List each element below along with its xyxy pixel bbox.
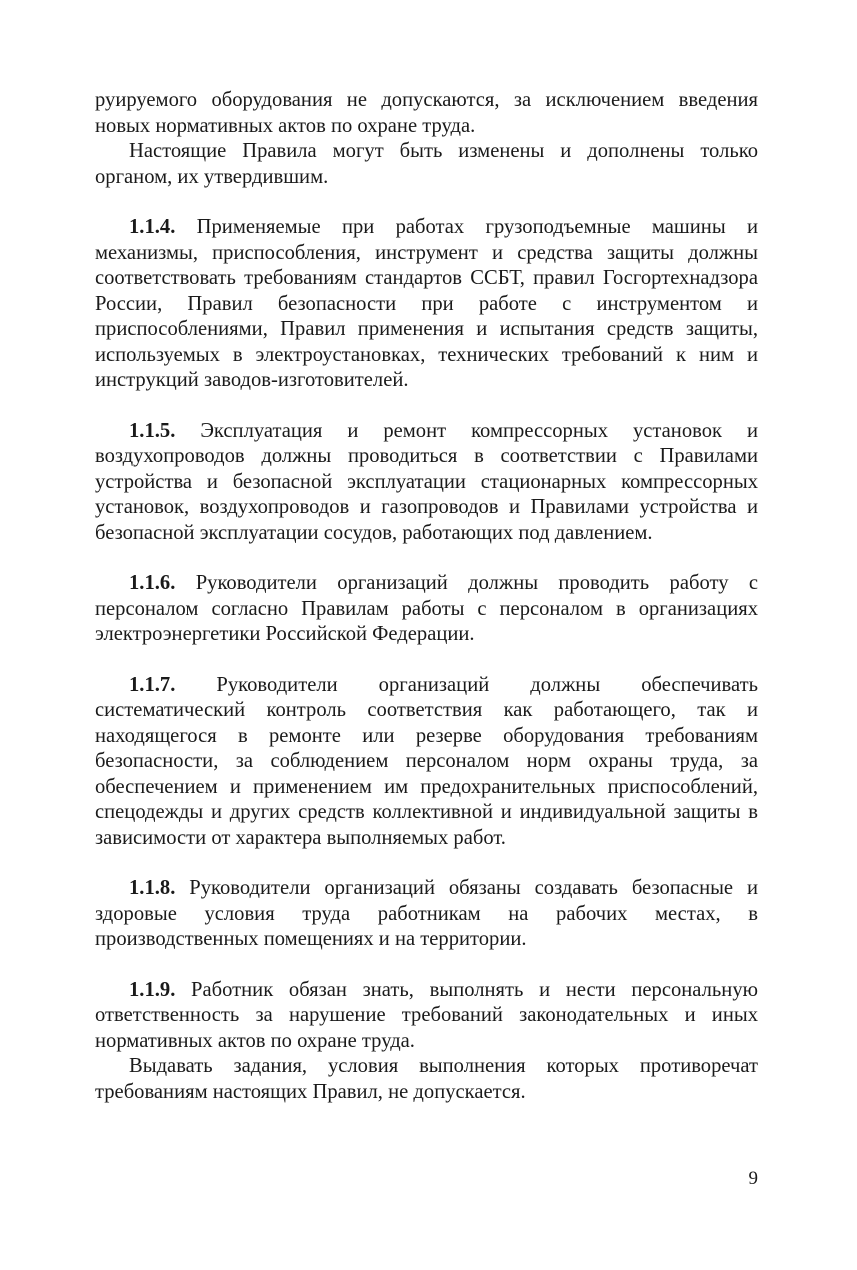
section-number: 1.1.4. (129, 216, 176, 238)
page-number: 9 (748, 1168, 758, 1189)
section-number: 1.1.8. (129, 877, 176, 899)
section-paragraph (95, 419, 758, 547)
section-number: 1.1.9. (129, 978, 176, 1001)
section-1-1-8 (95, 876, 758, 953)
section-number: 1.1.7. (129, 673, 176, 696)
section-text: Эксплуатация и ремонт компрессорных установок и воздухопроводов должны проводиться в соответствии с Правилами устройства и безопасной эксплуатации стационарных компрессорных установок, воздухопроводов и газопроводов и Правилами устройства и безопасной эксплуатации сосудов, работающих под давлением. (95, 419, 758, 544)
section-1-1-5 (95, 419, 758, 547)
section-paragraph (95, 978, 758, 1055)
section-paragraph (95, 571, 758, 648)
section-paragraph (95, 876, 758, 953)
section-text: Применяемые при работах грузоподъемные машины и механизмы, приспособления, инструмент и средства защиты должны соответствовать требованиям стандартов ССБТ, правил Госгортехнадзора России, Правил безопасности при работе с инструментом и приспособлениями, Правил применения и испытания средств защиты, используемых в электроустановках, технических требований к ним и инструкций заводов-изготовителей. (95, 216, 758, 391)
section-number: 1.1.6. (129, 572, 176, 594)
section-text: Руководители организаций обязаны создавать безопасные и здоровые условия труда работникам на рабочих местах, в производственных помещениях и на территории. (95, 877, 758, 950)
opening-paragraph-continued: руируемого оборудования не допускаются, за исключением введения новых нормативных актов по охране труда. (95, 89, 758, 137)
section-1-1-4 (95, 215, 758, 394)
section-paragraph (95, 215, 758, 394)
section-paragraph (95, 673, 758, 852)
page-body (95, 88, 758, 1105)
opening-paragraph: Настоящие Правила могут быть изменены и дополнены только органом, их утвердившим. (95, 140, 758, 188)
section-paragraph-continued: Выдавать задания, условия выполнения которых противоречат требованиям настоящих Правил, не допускается. (95, 1055, 758, 1103)
section-1-1-9 (95, 978, 758, 1106)
section-1-1-7 (95, 673, 758, 852)
section-text: Руководители организаций должны обеспечивать систематический контроль соответствия как работающего, так и находящегося в ремонте или резерве оборудования требованиям безопасности, за соблюдением персоналом норм охраны труда, за обеспечением и применением им предохранительных приспособлений, спецодежды и других средств коллективной и индивидуальной защиты в зависимости от характера выполняемых работ. (95, 673, 758, 849)
section-number: 1.1.5. (129, 419, 176, 442)
section-1-1-6 (95, 571, 758, 648)
section-text: Руководители организаций должны проводить работу с персоналом согласно Правилам работы с персоналом в организациях электроэнергетики Российской Федерации. (95, 572, 758, 645)
section-text: Работник обязан знать, выполнять и нести персональную ответственность за нарушение требований законодательных и иных нормативных актов по охране труда. (95, 978, 758, 1052)
